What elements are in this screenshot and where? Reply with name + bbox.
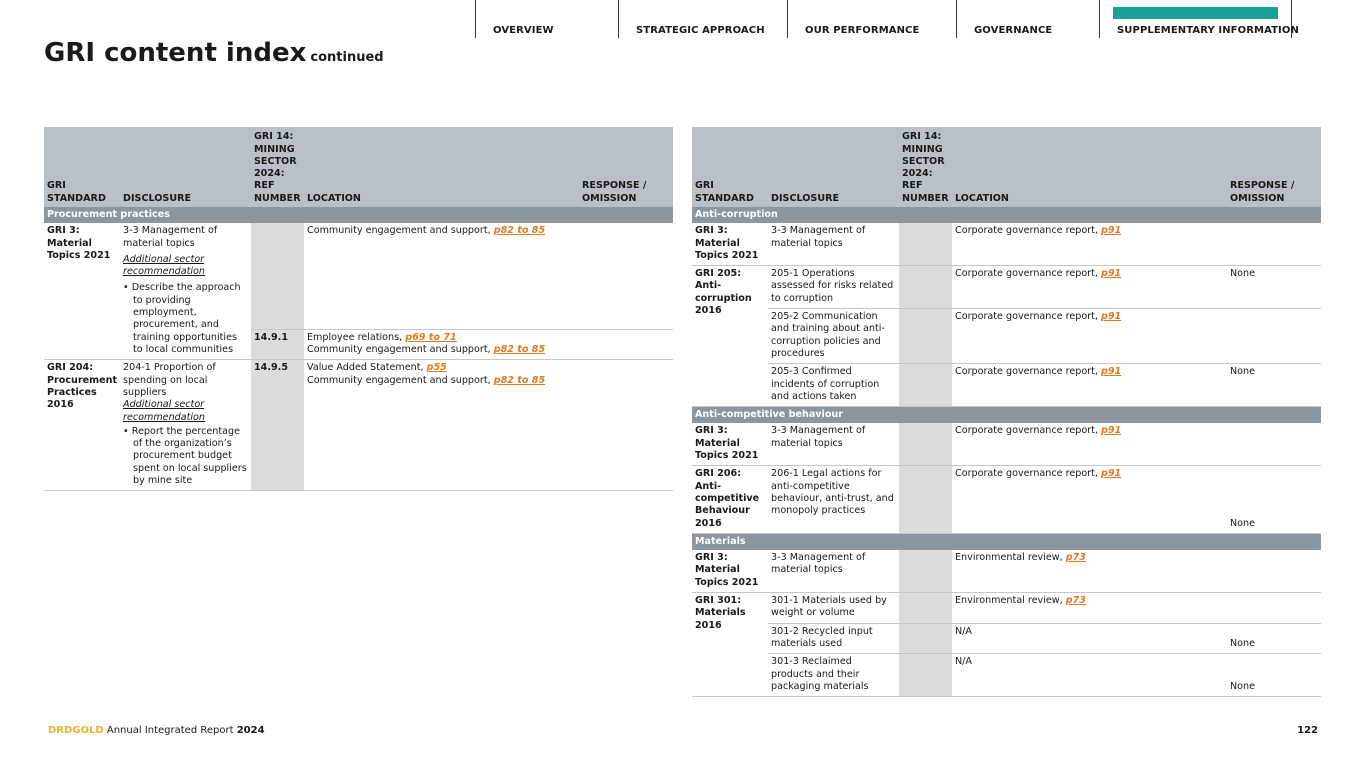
- location: [952, 466, 1227, 533]
- nav-our-performance[interactable]: OUR PERFORMANCE: [787, 0, 956, 38]
- table-header: [692, 127, 1321, 207]
- response: [579, 223, 673, 329]
- ref-number: [899, 466, 952, 533]
- table-header: [44, 127, 673, 207]
- section-title: Procurement practices: [44, 207, 673, 223]
- disclosure: 301-2 Recycled input materials used: [768, 623, 899, 654]
- nav-overview[interactable]: OVERVIEW: [475, 0, 618, 38]
- response: None: [1227, 623, 1321, 654]
- table-row: [44, 223, 673, 329]
- disclosure: 301-3 Reclaimed products and their packaging materials: [768, 654, 899, 697]
- top-nav: [475, 0, 1299, 38]
- page-link[interactable]: p91: [1101, 311, 1122, 323]
- section-row: [44, 207, 673, 223]
- gri-standard: GRI 3: Material Topics 2021: [692, 223, 768, 265]
- ref-number: [899, 654, 952, 697]
- page-title-text: GRI content index: [44, 38, 307, 68]
- location-text: Employee relations,: [307, 331, 403, 343]
- response: [1227, 550, 1321, 592]
- gri-standard: GRI 204: Procurement Practices 2016: [44, 360, 120, 491]
- ref-number: [899, 623, 952, 654]
- bullet-item: • Describe the approach to providing employment, procurement, and training opportunities to local communities: [123, 282, 241, 355]
- header-location: LOCATION: [952, 127, 1227, 207]
- location: N/A: [952, 654, 1227, 697]
- additional-recommendation: Additional sector recommendation: [123, 399, 206, 423]
- page-number: 122: [1297, 725, 1318, 736]
- gri-standard: GRI 301: Materials 2016: [692, 593, 768, 697]
- table-row: [692, 364, 1321, 407]
- location: N/A: [952, 623, 1227, 654]
- location: [952, 309, 1227, 364]
- ref-number: [899, 593, 952, 624]
- section-title: Anti-corruption: [692, 207, 1321, 223]
- header-standard: GRI STANDARD: [44, 127, 120, 207]
- page-link[interactable]: p91: [1101, 425, 1122, 437]
- disclosure: [120, 223, 251, 360]
- section-row: [692, 407, 1321, 424]
- page-link[interactable]: p55: [426, 362, 447, 374]
- page-link[interactable]: p91: [1101, 468, 1122, 480]
- response: [579, 329, 673, 360]
- page-link[interactable]: p73: [1065, 595, 1086, 607]
- ref-number: [899, 550, 952, 592]
- page-title: [44, 38, 384, 68]
- table-row: [692, 309, 1321, 364]
- location-text: Corporate governance report,: [955, 311, 1098, 323]
- location-text: Corporate governance report,: [955, 468, 1098, 480]
- disclosure: 206-1 Legal actions for anti-competitive behaviour, anti-trust, and monopoly practices: [768, 466, 899, 533]
- nav-supplementary-label: SUPPLEMENTARY INFORMATION: [1117, 25, 1299, 36]
- page-link[interactable]: p91: [1101, 268, 1122, 280]
- section-row: [692, 207, 1321, 223]
- additional-recommendation: Additional sector recommendation: [123, 253, 206, 278]
- location: [952, 266, 1227, 309]
- table-row: [692, 223, 1321, 265]
- location-text: Community engagement and support,: [307, 225, 491, 237]
- location-text: Corporate governance report,: [955, 425, 1098, 437]
- section-title: Anti-competitive behaviour: [692, 407, 1321, 424]
- footer-report-title: [48, 725, 265, 736]
- page-subtitle: continued: [310, 50, 384, 65]
- disclosure: 205-1 Operations assessed for risks related to corruption: [768, 266, 899, 309]
- report-year: 2024: [236, 725, 265, 736]
- response: [1227, 593, 1321, 624]
- location: [952, 423, 1227, 465]
- table-row: [692, 654, 1321, 697]
- disclosure: 3-3 Management of material topics: [768, 550, 899, 592]
- disclosure: [120, 360, 251, 491]
- table-row: [692, 623, 1321, 654]
- location: [304, 360, 579, 491]
- header-response: RESPONSE / OMISSION: [1227, 127, 1321, 207]
- table-row: [692, 550, 1321, 592]
- location: [952, 550, 1227, 592]
- section-title: Materials: [692, 533, 1321, 550]
- gri-standard: GRI 3: Material Topics 2021: [692, 550, 768, 592]
- location-text: Corporate governance report,: [955, 225, 1098, 237]
- nav-governance[interactable]: GOVERNANCE: [956, 0, 1099, 38]
- gri-standard: GRI 206: Anti-competitive Behaviour 2016: [692, 466, 768, 533]
- page-link[interactable]: p69 to 71: [405, 331, 457, 343]
- report-name: Annual Integrated Report: [106, 725, 234, 736]
- page-link[interactable]: p82 to 85: [493, 374, 546, 386]
- table-row: [692, 423, 1321, 465]
- disclosure: 3-3 Management of material topics: [768, 423, 899, 465]
- ref-number: [899, 309, 952, 364]
- disclosure-text: 3-3 Management of material topics: [123, 225, 218, 249]
- location-text: Corporate governance report,: [955, 366, 1098, 378]
- table-row: [692, 266, 1321, 309]
- bullet-item: • Report the percentage of the organization’s procurement budget spent on local suppliers by mine site: [123, 425, 247, 487]
- response: [1227, 423, 1321, 465]
- gri-standard: GRI 3: Material Topics 2021: [692, 423, 768, 465]
- location-text: Value Added Statement,: [307, 362, 424, 374]
- bullet-text: Report the percentage of the organization’s procurement budget spent on local suppliers by mine site: [131, 425, 247, 487]
- gri-standard: GRI 3: Material Topics 2021: [44, 223, 120, 360]
- nav-supplementary-information[interactable]: [1099, 0, 1299, 38]
- response: [579, 360, 673, 491]
- location: [304, 329, 579, 360]
- location-text: Community engagement and support,: [307, 374, 491, 386]
- location: [952, 223, 1227, 265]
- table-row: [692, 466, 1321, 533]
- disclosure-text: 204-1 Proportion of spending on local suppliers: [123, 362, 216, 398]
- ref-number: [899, 364, 952, 407]
- location-text: Corporate governance report,: [955, 268, 1098, 280]
- disclosure: 3-3 Management of material topics: [768, 223, 899, 265]
- page-link[interactable]: p82 to 85: [493, 344, 546, 356]
- disclosure: 205-3 Confirmed incidents of corruption and actions taken: [768, 364, 899, 407]
- gri-standard: GRI 205: Anti-corruption 2016: [692, 266, 768, 407]
- bullet-text: Describe the approach to providing employment, procurement, and training opportunities to local communities: [131, 282, 241, 355]
- header-disclosure: DISCLOSURE: [120, 127, 251, 207]
- header-response: RESPONSE / OMISSION: [579, 127, 673, 207]
- brand-name: DRDGOLD: [48, 725, 104, 736]
- ref-number: 14.9.1: [251, 329, 304, 360]
- location: [952, 593, 1227, 624]
- response: None: [1227, 266, 1321, 309]
- ref-number: [899, 266, 952, 309]
- disclosure: 205-2 Communication and training about anti-corruption policies and procedures: [768, 309, 899, 364]
- page-link[interactable]: p82 to 85: [493, 225, 546, 237]
- response: [1227, 309, 1321, 364]
- section-row: [692, 533, 1321, 550]
- page-link[interactable]: p73: [1065, 552, 1086, 564]
- header-location: LOCATION: [304, 127, 579, 207]
- page-link[interactable]: p91: [1101, 225, 1122, 237]
- location: [304, 223, 579, 329]
- response: [1227, 223, 1321, 265]
- response: None: [1227, 466, 1321, 533]
- response: None: [1227, 654, 1321, 697]
- header-ref-number: GRI 14: MINING SECTOR 2024: REF NUMBER: [251, 127, 304, 207]
- ref-number: [899, 223, 952, 265]
- response: None: [1227, 364, 1321, 407]
- ref-number: [251, 223, 304, 329]
- table-row: [692, 593, 1321, 624]
- page-link[interactable]: p91: [1101, 366, 1122, 378]
- ref-number: [899, 423, 952, 465]
- header-ref-number: GRI 14: MINING SECTOR 2024: REF NUMBER: [899, 127, 952, 207]
- location: [952, 364, 1227, 407]
- ref-number: 14.9.5: [251, 360, 304, 491]
- active-tab-indicator: [1113, 7, 1278, 19]
- gri-table-left: [44, 127, 673, 491]
- disclosure: 301-1 Materials used by weight or volume: [768, 593, 899, 624]
- location-text: Environmental review,: [955, 595, 1063, 607]
- gri-table-right: [692, 127, 1321, 697]
- nav-strategic-approach[interactable]: STRATEGIC APPROACH: [618, 0, 787, 38]
- table-row: [44, 360, 673, 491]
- location-text: Community engagement and support,: [307, 344, 491, 356]
- header-standard: GRI STANDARD: [692, 127, 768, 207]
- location-text: Environmental review,: [955, 552, 1063, 564]
- header-disclosure: DISCLOSURE: [768, 127, 899, 207]
